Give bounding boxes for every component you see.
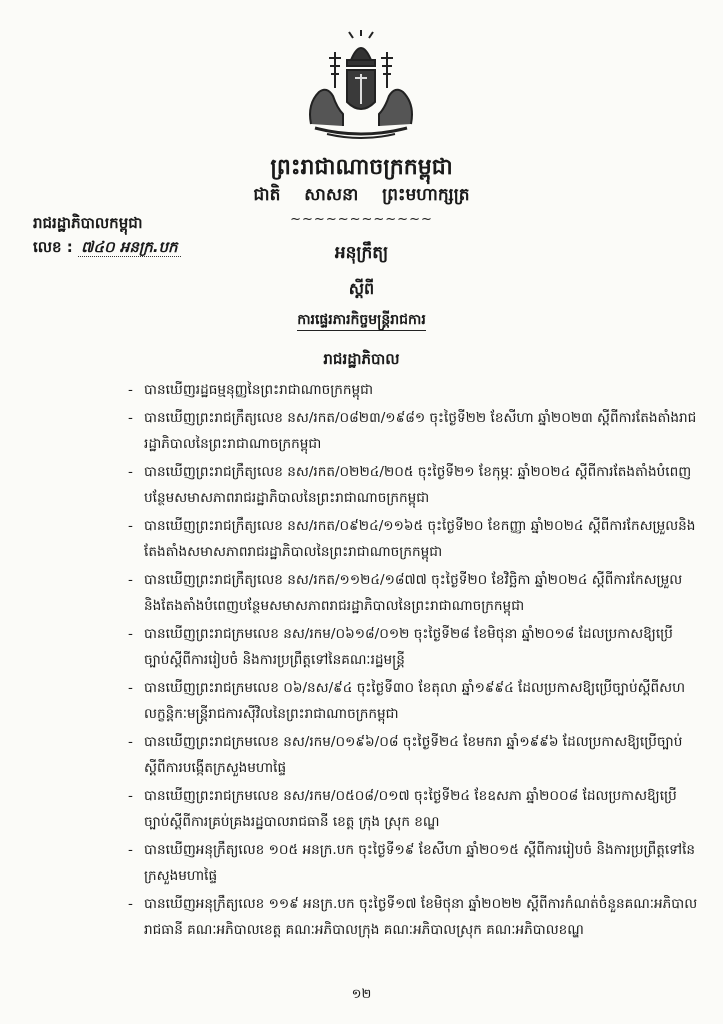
concerning-label: ស្តីពី — [348, 279, 375, 298]
dash-bullet: - — [128, 464, 133, 480]
dash-bullet: - — [128, 734, 133, 750]
list-item — [128, 459, 698, 511]
list-item — [128, 621, 698, 673]
list-item — [128, 377, 698, 403]
list-item — [128, 675, 698, 727]
ornament-divider: ~~~~~~~~~~~~ — [290, 212, 433, 227]
list-item-text: បានឃើញរដ្ឋធម្មនុញ្ញនៃព្រះរាជាណាចក្រកម្ពុជា — [144, 382, 374, 398]
dash-bullet: - — [128, 626, 133, 642]
document-subject — [0, 310, 723, 331]
reference-label: លេខ : — [33, 238, 73, 256]
list-item-text: បានឃើញព្រះរាជក្រមលេខ នស/រកម/០៦១៨/០១២ ចុះថ្ងៃទី២៨ ខែមិថុនា ឆ្នាំ២០១៨ ដែលប្រកាសឱ្យប្រើច្បាប់ស្តីពីការរៀបចំ និងការប្រព្រឹត្តទៅនៃគណៈរដ្ឋមន្ត្រី — [144, 626, 673, 668]
list-item — [128, 729, 698, 781]
dash-bullet: - — [128, 896, 133, 912]
dash-bullet: - — [128, 518, 133, 534]
issuer-name: រាជរដ្ឋាភិបាលកម្ពុជា — [33, 214, 143, 232]
list-item — [128, 405, 698, 457]
list-item-text: បានឃើញព្រះរាជក្រឹត្យលេខ នស/រកត/០៨២៣/១៩៨១ ចុះថ្ងៃទី២២ ខែសីហា ឆ្នាំ២០២៣ ស្តីពីការតែងតាំងរាជរដ្ឋាភិបាលនៃព្រះរាជាណាចក្រកម្ពុជា — [144, 410, 697, 452]
list-item-text: បានឃើញព្រះរាជក្រមលេខ នស/រកម/០៥០៨/០១៧ ចុះថ្ងៃទី២៤ ខែឧសភា ឆ្នាំ២០០៨ ដែលប្រកាសឱ្យប្រើច្បាប់ស្តីពីការគ្រប់គ្រងរដ្ឋបាលរាជធានី ខេត្ត ក្រុង ស្រុក ខណ្ឌ — [144, 788, 677, 830]
kingdom-title: ព្រះរាជាណាចក្រកម្ពុជា — [270, 155, 453, 180]
list-item — [128, 837, 698, 889]
reference-value: ៧៤០ អនក្រ.បក — [78, 238, 181, 257]
dash-bullet: - — [128, 842, 133, 858]
legal-basis-list — [128, 377, 698, 945]
list-item-text: បានឃើញអនុក្រឹត្យលេខ ១១៩ អនក្រ.បក ចុះថ្ងៃទី១៧ ខែមិថុនា ឆ្នាំ២០២២ ស្តីពីការកំណត់ចំនួនគណៈអភិបាលរាជធានី គណៈអភិបាលខេត្ត គណៈអភិបាលក្រុង គណៈអភិបាលស្រុក គណៈអភិបាលខណ្ឌ — [144, 896, 698, 938]
list-item-text: បានឃើញព្រះរាជក្រមលេខ ០៦/នស/៩៤ ចុះថ្ងៃទី៣០ ខែតុលា ឆ្នាំ១៩៩៤ ដែលប្រកាសឱ្យប្រើច្បាប់ស្តីពីសហលក្ខន្តិកៈមន្ត្រីរាជការស៊ីវិលនៃព្រះរាជាណាចក្រកម្ពុជា — [144, 680, 686, 722]
list-item — [128, 513, 698, 565]
dash-bullet: - — [128, 788, 133, 804]
document-subject-text: ការផ្ទេរភារកិច្ចមន្ត្រីរាជការ — [297, 312, 426, 331]
list-item — [128, 783, 698, 835]
list-item-text: បានឃើញព្រះរាជក្រឹត្យលេខ នស/រកត/១១២៤/១៨៧៧ ចុះថ្ងៃទី២០ ខែវិច្ឆិកា ឆ្នាំ២០២៤ ស្តីពីការកែសម្រួលនិងតែងតាំងបំពេញបន្ថែមសមាសភាពរាជរដ្ឋាភិបាលនៃព្រះរាជាណាចក្រកម្ពុជា — [144, 572, 683, 614]
list-item-text: បានឃើញព្រះរាជក្រឹត្យលេខ នស/រកត/០៩២៤/១១៦៥ ចុះថ្ងៃទី២០ ខែកញ្ញា ឆ្នាំ២០២៤ ស្តីពីការកែសម្រួលនិងតែងតាំងសមាសភាពរាជរដ្ឋាភិបាលនៃព្រះរាជាណាចក្រកម្ពុជា — [144, 518, 696, 560]
national-motto: ជាតិ សាសនា ព្រះមហាក្សត្រ — [253, 185, 470, 205]
dash-bullet: - — [128, 680, 133, 696]
page-number: ១២ — [351, 987, 372, 1002]
issuing-authority: រាជរដ្ឋាភិបាល — [323, 350, 400, 368]
royal-coat-of-arms-icon — [297, 30, 425, 142]
list-item — [128, 567, 698, 619]
dash-bullet: - — [128, 410, 133, 426]
list-item-text: បានឃើញព្រះរាជក្រឹត្យលេខ នស/រកត/០២២៤/២០៥ ចុះថ្ងៃទី២១ ខែកុម្ភៈ ឆ្នាំ២០២៤ ស្តីពីការតែងតាំងបំពេញបន្ថែមសមាសភាពរាជរដ្ឋាភិបាលនៃព្រះរាជាណាចក្រកម្ពុជា — [144, 464, 692, 506]
dash-bullet: - — [128, 382, 133, 398]
list-item — [128, 891, 698, 943]
list-item-text: បានឃើញអនុក្រឹត្យលេខ ១០៥ អនក្រ.បក ចុះថ្ងៃទី១៩ ខែសីហា ឆ្នាំ២០១៥ ស្តីពីការរៀបចំ និងការប្រព្រឹត្តទៅនៃក្រសួងមហាផ្ទៃ — [144, 842, 696, 884]
list-item-text: បានឃើញព្រះរាជក្រមលេខ នស/រកម/០១៩៦/០៨ ចុះថ្ងៃទី២៤ ខែមករា ឆ្នាំ១៩៩៦ ដែលប្រកាសឱ្យប្រើច្បាប់ស្តីពីការបង្កើតក្រសួងមហាផ្ទៃ — [144, 734, 683, 776]
document-type: អនុក្រឹត្យ — [334, 243, 389, 263]
dash-bullet: - — [128, 572, 133, 588]
